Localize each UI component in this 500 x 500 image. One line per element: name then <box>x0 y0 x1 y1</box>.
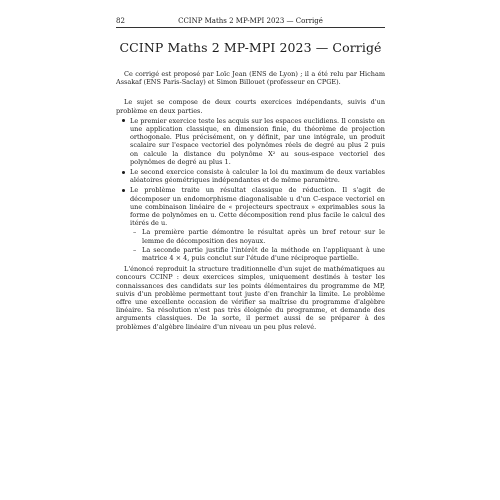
bullet-icon <box>122 119 125 122</box>
list-item-text: Le premier exercice teste les acquis sur les espaces euclidiens. Il consiste en une application classique, en dimension finie, du théorème de projection orthogonale. Plus précisément, on y définit, par une intégrale, un produit scalaire sur l'espace vectoriel des polynômes réels de degré au plus 2 puis on calcule la distance du polynôme X² au sous-espace vectoriel des polynômes de degré au plus 1. <box>130 116 385 166</box>
list-item-text: Le problème traite un résultat classique de réduction. Il s'agit de décomposer un endomorphisme diagonalisable u d'un C-espace vectoriel en une combinaison linéaire de « projecteurs spectraux » exprimables sous la forme de polynômes en u. Cette décomposition rend plus facile le calcul des itérés de u. <box>130 186 385 228</box>
page-number: 82 <box>116 17 125 25</box>
intro-paragraph: Ce corrigé est proposé par Loïc Jean (ENS de Lyon) ; il a été relu par Hicham Assakaf (ENS Paris-Saclay) et Simon Billouet (professeur en CPGE). <box>116 70 385 87</box>
sub-list-item-text: La seconde partie justifie l'intérêt de la méthode en l'appliquant à une matrice 4 × 4, puis conclut sur l'étude d'une réciproque partielle. <box>142 245 385 263</box>
list-item-problem <box>116 186 385 262</box>
sub-list-item-part-2 <box>130 246 385 262</box>
running-header <box>116 14 385 28</box>
dash-icon: – <box>133 245 137 254</box>
document-body <box>116 70 385 331</box>
running-title: CCINP Maths 2 MP-MPI 2023 — Corrigé <box>178 17 323 25</box>
bullet-icon <box>122 171 125 174</box>
list-item-exercise-1 <box>116 117 385 166</box>
list-item-exercise-2 <box>116 168 385 184</box>
conclusion-paragraph: L'énoncé reproduit la structure traditionnelle d'un sujet de mathématiques au concours CCINP : deux exercices simples, uniquement destinés à tester les connaissances des candidats sur les points élémentaires du programme de MP, suivis d'un problème permettant tout juste d'en franchir la limite. Le problème offre une excellente occasion de vérifier sa maîtrise du programme d'algèbre linéaire. Sa résolution n'est pas très éloignée du programme, et demande des arguments classiques. De la sorte, il permet aussi de se préparer à des problèmes d'algèbre linéaire d'un niveau un peu plus relevé. <box>116 265 385 331</box>
dash-icon: – <box>133 228 137 237</box>
bullet-icon <box>122 189 125 192</box>
list-item-text: Le second exercice consiste à calculer la loi du maximum de deux variables aléatoires géométriques indépendantes et de même paramètre. <box>130 168 385 185</box>
exercise-list <box>116 117 385 262</box>
sub-list-item-text: La première partie démontre le résultat après un bref retour sur le lemme de décomposition des noyaux. <box>142 228 385 245</box>
header-rule <box>116 27 385 28</box>
problem-parts-list <box>130 228 385 262</box>
sub-list-item-part-1 <box>130 228 385 244</box>
summary-intro-paragraph: Le sujet se compose de deux courts exercices indépendants, suivis d'un problème en deux parties. <box>116 98 385 115</box>
page-title: CCINP Maths 2 MP-MPI 2023 — Corrigé <box>119 40 382 55</box>
